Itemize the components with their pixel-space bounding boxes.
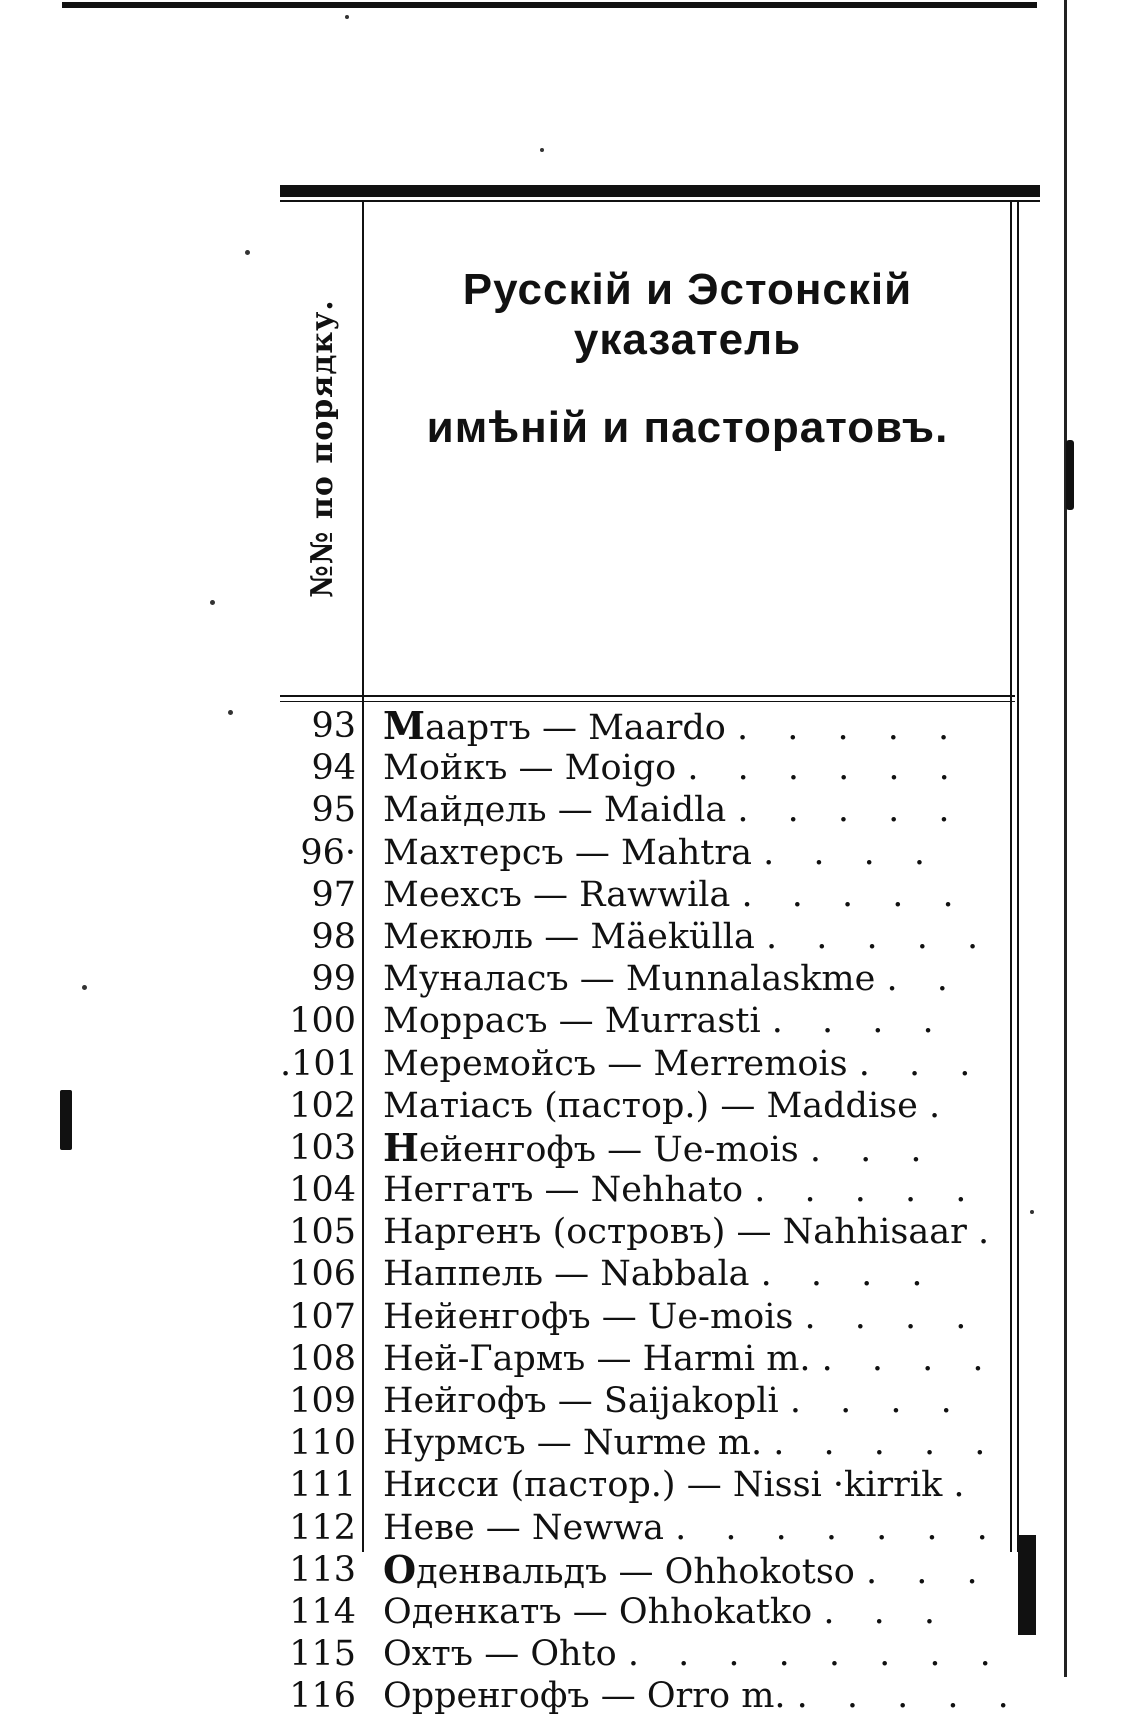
leader-dots: . . . [823, 1591, 949, 1632]
title-line-1: Русскій и Эстонскій указатель [462, 265, 913, 364]
leader-dots: . . . . . . [687, 748, 964, 789]
table-row [280, 1633, 1015, 1675]
row-entry [383, 1296, 981, 1338]
row-number: 93 [311, 706, 356, 746]
entry-text: Махтерсъ — Mahtra [383, 832, 764, 873]
entry-text: Нурмсъ — Nurme m. [383, 1423, 774, 1464]
speck [228, 710, 233, 715]
leader-dots: . . . . [804, 1296, 981, 1337]
entry-text: ейенгофъ — Ue-mois [418, 1129, 810, 1170]
row-entry [383, 1000, 968, 1042]
table-row [280, 1507, 1015, 1549]
speck [210, 600, 215, 605]
leader-dots: . . . . . [765, 916, 993, 957]
table-row [280, 747, 1015, 789]
entry-text: Неве — Newwa [383, 1507, 676, 1548]
row-number: 104 [289, 1170, 356, 1211]
leader-dots: . [928, 1085, 955, 1126]
table-title [370, 225, 1005, 453]
row-number: 102 [289, 1085, 356, 1126]
row-entry [383, 1253, 968, 1295]
row-number: 94 [311, 748, 356, 789]
entry-text: Наргенъ (островъ) — Nahhisaar [383, 1212, 978, 1253]
row-number: 109 [289, 1381, 356, 1421]
row-number: 112 [289, 1507, 356, 1548]
row-entry [383, 1085, 968, 1127]
entry-text: аартъ — Maardo [425, 708, 738, 748]
leader-dots: . . . . [760, 1254, 937, 1295]
table-row [280, 1464, 1015, 1506]
table-row [280, 958, 1015, 1000]
row-entry [383, 1043, 985, 1085]
leader-dots: . . . . . [796, 1676, 1023, 1717]
row-number: 107 [289, 1296, 356, 1337]
row-entry [383, 1464, 979, 1506]
leader-dots: . . . [858, 1043, 985, 1084]
leader-dots: . . . . . [773, 1423, 1000, 1464]
row-number: .101 [280, 1043, 358, 1084]
row-number: 111 [289, 1465, 356, 1506]
header-divider [280, 695, 1015, 697]
entry-text: Охтъ — Ohto [383, 1634, 628, 1675]
table-row [280, 916, 1015, 958]
header-divider-thin [280, 701, 1015, 702]
table-row [280, 874, 1015, 916]
table-top-rule [280, 185, 1040, 197]
leader-dots: . [977, 1212, 1004, 1253]
row-entry [383, 1211, 1004, 1253]
row-entry [383, 1675, 1023, 1717]
leader-dots: . . . [809, 1129, 936, 1170]
entry-text: Нейгофъ — Saijakopli [383, 1381, 790, 1421]
row-number: 105 [289, 1212, 356, 1253]
leader-dots: . . . . . [754, 1170, 981, 1211]
table-row [280, 1253, 1015, 1295]
row-number: 95 [311, 790, 356, 831]
entry-text: Муналасъ — Munnalaskme [383, 959, 887, 1000]
speck [345, 15, 349, 19]
row-number: 103 [289, 1127, 356, 1168]
entry-text: Мееxсъ — Rawwila [383, 874, 742, 915]
leader-dots: . . . . . . . [675, 1507, 1002, 1548]
table-top-thin-rule [280, 200, 1040, 202]
entry-text: Мойкъ — Moigo [383, 748, 688, 789]
row-number: 115 [289, 1634, 356, 1675]
row-number: 113 [289, 1549, 356, 1590]
row-number: 100 [289, 1001, 356, 1042]
table-row [280, 1338, 1015, 1380]
leader-dots: . [953, 1465, 979, 1506]
index-rows [280, 703, 1023, 1718]
row-entry [383, 1507, 1002, 1549]
entry-text: Наппель — Nabbala [383, 1254, 761, 1295]
entry-text: Ней-Гармъ — Harmi m. [383, 1338, 822, 1379]
entry-text: Матіасъ (пастор.) — Maddise [383, 1085, 929, 1126]
index-table [280, 185, 1040, 1717]
table-right-border-outer [1017, 202, 1019, 1552]
entry-text: Оденкатъ — Ohhokatko [383, 1591, 824, 1632]
row-number: 114 [289, 1591, 356, 1632]
row-entry [383, 1124, 968, 1171]
table-row [280, 1546, 1015, 1592]
leader-dots: . . . . [821, 1338, 998, 1379]
section-initial: О [383, 1546, 417, 1592]
leader-dots: . . . . . [737, 790, 964, 831]
leader-dots: . . . . . [741, 874, 968, 915]
table-row [280, 1675, 1023, 1717]
row-number: 96· [300, 832, 356, 873]
speck [245, 250, 250, 255]
entry-text: Нисси (пастор.) — Nissi ·kirrik [383, 1465, 954, 1506]
row-entry [383, 747, 968, 789]
leader-dots: . . . . [771, 1001, 948, 1042]
leader-dots: . . [886, 959, 962, 1000]
row-number: 110 [289, 1423, 356, 1464]
row-number: 108 [289, 1338, 356, 1379]
table-row [280, 1085, 1015, 1127]
row-entry [383, 916, 993, 958]
row-entry [383, 1633, 1005, 1675]
table-row [280, 1043, 1015, 1085]
entry-text: Нейенгофъ — Ue-mois [383, 1296, 805, 1337]
top-page-rule [62, 2, 1037, 8]
leader-dots: . . . . [789, 1381, 966, 1421]
row-entry [383, 1591, 968, 1633]
entry-text: Орренгофъ — Orro m. [383, 1676, 797, 1717]
entry-text: Мекюль — Mäeküllа [383, 916, 766, 957]
row-entry [383, 1546, 992, 1593]
left-edge-smudge [60, 1090, 72, 1150]
table-row [280, 832, 1015, 874]
row-entry [383, 832, 968, 874]
row-number: 97 [311, 874, 356, 915]
table-row [280, 1296, 1015, 1338]
entry-text: Неггатъ — Nehhato [383, 1170, 755, 1211]
table-row [280, 1422, 1015, 1464]
right-page-edge [1064, 0, 1067, 1677]
table-row [280, 1000, 1015, 1042]
table-row [280, 789, 1015, 831]
speck [82, 985, 87, 990]
entry-text: Майдель — Maidla [383, 790, 738, 831]
table-row [280, 1124, 1015, 1170]
entry-text: денвальдъ — Ohhokotso [416, 1551, 866, 1592]
row-number: 99 [311, 959, 356, 1000]
row-entry [383, 1380, 968, 1422]
row-entry [383, 705, 968, 749]
section-initial: М [383, 703, 426, 748]
leader-dots: . . . . . [737, 708, 964, 748]
row-entry [383, 874, 968, 916]
row-entry [383, 789, 968, 831]
number-column-header [288, 207, 356, 689]
edge-smudge [1066, 440, 1074, 510]
row-number: 116 [289, 1676, 356, 1717]
table-row [280, 1169, 1015, 1211]
row-number: 106 [289, 1254, 356, 1295]
row-entry [383, 1422, 1000, 1464]
table-row [280, 1591, 1015, 1633]
row-entry [383, 958, 968, 1000]
row-entry [383, 1338, 998, 1380]
section-initial: Н [383, 1124, 419, 1170]
speck [540, 148, 544, 152]
leader-dots: . . . . [763, 832, 939, 873]
row-number: 98 [311, 916, 356, 957]
title-line-2: имѣній и пасторатовъ. [426, 403, 949, 452]
number-column-header-text: №№ по порядку. [304, 298, 340, 598]
table-row [280, 1211, 1015, 1253]
table-row [280, 1380, 1015, 1422]
entry-text: Меремойсъ — Merremois [383, 1043, 859, 1084]
table-row [280, 705, 1015, 747]
leader-dots: . . . . . . . . [627, 1634, 1005, 1675]
row-entry [383, 1169, 981, 1211]
entry-text: Моррасъ — Murrasti [383, 1001, 772, 1042]
leader-dots: . . . [865, 1551, 992, 1592]
